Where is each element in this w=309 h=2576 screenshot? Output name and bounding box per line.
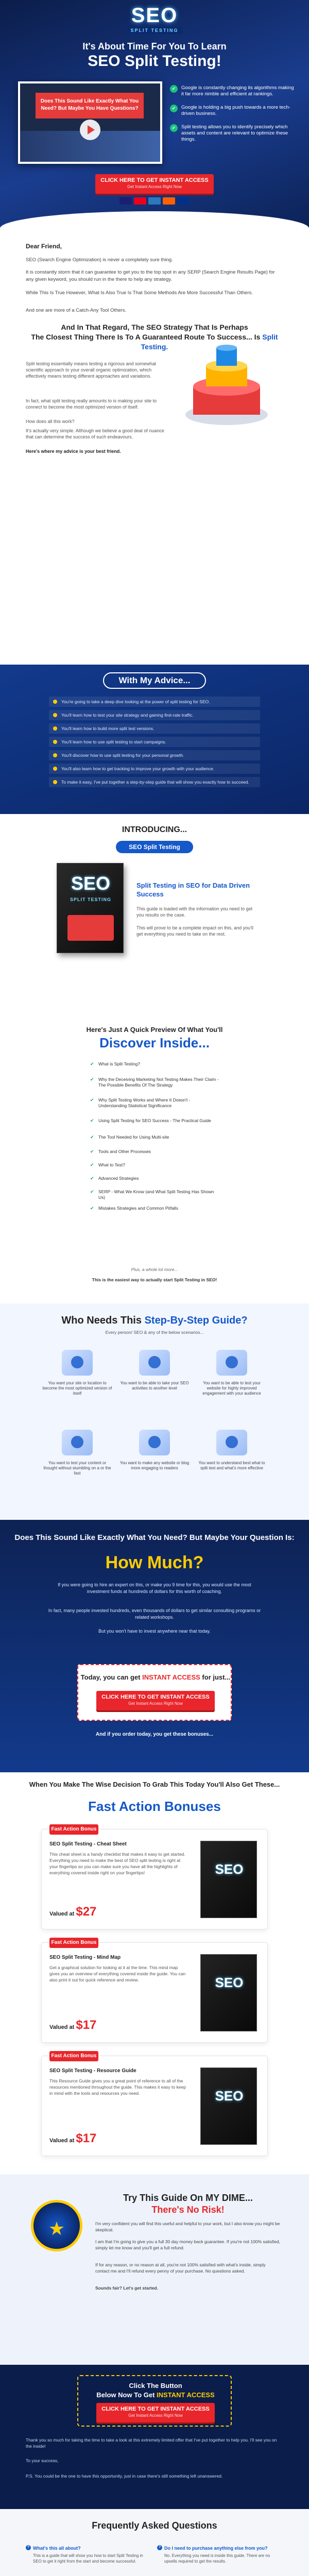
discover-item: ✔ What is Split Testing?: [90, 1061, 219, 1067]
closing-ps: P.S. You could be the one to have this opportunity, just in case there's still something left unanswered.: [26, 2473, 223, 2479]
persona-icon: [216, 1350, 247, 1376]
persona-icon: [62, 1430, 93, 1455]
discover-item: ✔ Advanced Strategies: [90, 1176, 219, 1181]
bonus-value-label: Valued at: [49, 2024, 75, 2030]
hero-bullet-list: [170, 85, 296, 150]
book-graphic: [67, 915, 114, 941]
bonus-description: This cheat sheet is a handy checklist that makes it easy to get started. Everything you need to make the best of SEO split testing is right at your fingertips so you can make sure you have all the highlights of everything covered inside right on your fingertips!: [49, 1852, 185, 1875]
bonus-card: [41, 1826, 268, 1929]
final-cta-section: [0, 2365, 309, 2509]
discover-item: ✔ Mistakes Strategies and Common Pitfalls: [90, 1206, 219, 1211]
who-heading-emphasis: Step-By-Step Guide?: [144, 1315, 248, 1326]
bonus-cover-image: [200, 1954, 257, 2031]
product-book-cover: [57, 863, 124, 953]
product-description: This guide is loaded with the information you need to get you results on the case.: [136, 906, 253, 918]
instant-access-button[interactable]: [95, 174, 214, 194]
discover-heading: Discover Inside...: [99, 1035, 210, 1050]
bonus-value-amount: $17: [76, 2018, 97, 2032]
offer-text: for just...: [202, 1673, 231, 1681]
paypal-icon: [177, 197, 190, 205]
bonus-cover-title: SEO: [215, 2088, 244, 2104]
guarantee-seal-icon: [31, 2200, 82, 2251]
bonus-description: This Resource Guide gives you a great point of reference to all of the resources mentioned throughout the guide. This makes it easy to keep in mind with the tools and resources you need.: [49, 2078, 186, 2096]
faq-answer: No. Everything you need is inside this guide. There are no upsells required to get the results.: [164, 2553, 270, 2564]
cta-sublabel: Get Instant Access Right Now: [128, 2413, 183, 2418]
instant-access-button[interactable]: [96, 1691, 215, 1710]
discover-more: Plus, a whole lot more...: [131, 1267, 178, 1272]
bonus-cover-image: [200, 2067, 257, 2145]
persona-description: You want to be able to take your SEO activities to another level: [120, 1381, 189, 1391]
faq-answer: This is a guide that will show you how to start Split Testing in SEO to get it right from the start and become successful.: [33, 2553, 143, 2564]
persona-description: You want to test your content or thought without stumbling on a or the fast: [43, 1461, 111, 1476]
letter-paragraph: Split testing essentially means testing a rigorous and somewhat scientific approach to your overall organic optimization, which effectively means testing different approaches and variations.: [26, 361, 157, 379]
faq-question: ? What's this all about?: [26, 2545, 152, 2551]
advice-item: You'll learn how to use split testing to start campaigns.: [49, 737, 260, 747]
offer-text: Today, you can get: [80, 1673, 141, 1681]
who-heading-part: Who Needs This: [61, 1315, 142, 1326]
advice-item: To make it easy, I've put together a step-by-step guide that will show you exactly how to succeed.: [49, 777, 260, 787]
bonus-card: [41, 1942, 268, 2043]
discover-item: ✔ Using Split Testing for SEO Success - The Practical Guide: [90, 1118, 219, 1124]
hero-bullet: ✔ Google is holding a big push towards a more tech-driven business.: [170, 105, 296, 117]
advice-item: You're going to take a deep dive looking at the power of split testing for SEO.: [49, 697, 260, 707]
discover-card-icon: [163, 197, 175, 205]
bonus-cover-title: SEO: [215, 1861, 244, 1877]
guarantee-section: [0, 2174, 309, 2365]
persona-icon: [62, 1350, 93, 1376]
letter-paragraph: And one are more of a Catch-Any Tool Others.: [26, 308, 127, 313]
bonus-cover-title: SEO: [215, 1975, 244, 1990]
persona-icon: [139, 1350, 170, 1376]
book-title: SEO: [71, 873, 111, 894]
letter-paragraph: It's actually very simple. Although we believe a good deal of nuance that can determine the success of such endeavours.: [26, 428, 164, 439]
bonus-value-amount: $27: [76, 1905, 97, 1919]
bonus-tag: Fast Action Bonus #1: [49, 1824, 98, 1835]
discover-item: ✔ SERP - What We Know (and What Split Testing Has Shown Us): [90, 1189, 219, 1200]
pricing-offer-box: [77, 1664, 232, 1721]
final-heading-part: Click The Button: [129, 2382, 182, 2389]
persona-icon: [139, 1430, 170, 1455]
advice-heading: With My Advice...: [103, 672, 206, 689]
persona-description: You want to make any website or blog more engaging to readers: [119, 1461, 190, 1470]
guarantee-paragraph: Sounds fair? Let's get started.: [95, 2285, 158, 2291]
product-headline: Split Testing in SEO for Data Driven Success: [136, 882, 250, 898]
hero-section: [0, 0, 309, 232]
final-heading-part: Below Now To Get: [96, 2391, 155, 2399]
advice-item: You'll discover how to use split testing for your personal growth.: [49, 750, 260, 760]
guarantee-heading-emphasis: There's No Risk!: [151, 2205, 225, 2215]
closing-signoff: To your success,: [26, 2458, 59, 2463]
final-cta-heading: [78, 2381, 233, 2400]
persona-description: You want to be able to test your website for highly improved engagement with your audience: [202, 1381, 261, 1396]
bonus-value: [49, 2015, 96, 2038]
pricing-paragraph: In fact, many people invested hundreds, even thousands of dollars to get similar consulting programs or related workshops.: [48, 1608, 261, 1620]
hero-pretitle: It's About Time For You To Learn: [82, 41, 227, 52]
pie-chart-illustration: [178, 337, 276, 430]
cta-sublabel: Get Instant Access Right Now: [127, 184, 182, 189]
bonus-value: [49, 1902, 96, 1924]
bonus-value: [49, 2128, 96, 2151]
play-icon[interactable]: [80, 120, 100, 140]
bonus-title: SEO Split Testing - Resource Guide: [49, 2068, 136, 2074]
cta-label: CLICK HERE TO GET INSTANT ACCESS: [101, 2406, 210, 2412]
letter-paragraph: While This Is True However, What Is Also True Is That Some Methods Are More Successful Than Others.: [26, 290, 253, 296]
persona-description: You want your site or location to become the most optimized version of itself: [42, 1381, 112, 1396]
faq-question: ? Do I need to purchase anything else from you?: [157, 2545, 283, 2551]
hero-bullet: ✔ Google is constantly changing its algorithms making it far more nimble and efficient at rankings.: [170, 85, 296, 97]
brand-logo: [121, 5, 188, 36]
letter-paragraph: How does all this work?: [26, 419, 75, 424]
video-player[interactable]: [18, 81, 162, 164]
advice-section: [0, 665, 309, 814]
discover-intro: Here's Just A Quick Preview Of What You'll: [86, 1026, 223, 1033]
guarantee-paragraph: I'm very confident you will find this useful and helpful to your work, but I also know you might be skeptical.: [95, 2221, 280, 2232]
bonus-description: Get a graphical solution for looking at it at the time. This mind map gives you an overview of everything covered inside the guide. You can also print it out for quick reference and review.: [49, 1965, 186, 1982]
headline-part: And In That Regard, The SEO Strategy That Is Perhaps: [61, 323, 248, 331]
introducing-kicker: INTRODUCING...: [122, 825, 187, 834]
discover-item: ✔ What to Test?: [90, 1162, 219, 1168]
bonus-value-label: Valued at: [49, 2138, 75, 2144]
payment-cards: [116, 197, 193, 205]
faq-heading: Frequently Asked Questions: [92, 2520, 217, 2531]
persona-icon: [216, 1430, 247, 1455]
who-needs-section: [0, 1303, 309, 1520]
bonuses-heading: Fast Action Bonuses: [88, 1799, 221, 1814]
final-heading-emphasis: INSTANT ACCESS: [157, 2391, 215, 2399]
hero-bullet: ✔ Split testing allows you to identify precisely which assets and content are relevant to optimize these things.: [170, 124, 296, 143]
bonus-value-amount: $17: [76, 2131, 97, 2145]
guarantee-heading-part: Try This Guide On MY DIME...: [123, 2193, 253, 2203]
bonus-tag: Fast Action Bonus #3: [49, 2051, 98, 2061]
logo-text: SEO: [131, 4, 178, 27]
persona-description: You want to understand best what to split test and what's more effective: [198, 1461, 265, 1470]
bonus-card: [41, 2053, 268, 2156]
video-caption: Does This Sound Like Exactly What You Need? But Maybe You Have Questions?: [36, 93, 144, 118]
bonus-tag: Fast Action Bonus #2: [49, 1938, 98, 1948]
bonus-value-label: Valued at: [49, 1911, 75, 1917]
bonus-teaser: And if you order today, you get these bonuses...: [95, 1732, 214, 1737]
bonuses-intro: When You Make The Wise Decision To Grab This Today You'll Also Get These...: [29, 1781, 280, 1788]
letter-paragraph: In fact, what split testing really amounts to is making your site to connect to become the most optimized version of itself.: [26, 398, 157, 410]
faq-item: [26, 2545, 152, 2564]
guarantee-paragraph: I am that I'm going to give you a full 30 day money back guarantee. If you're not 100% satisfied, simply let me know and you'll get a full refund.: [95, 2239, 281, 2250]
cta-label: CLICK HERE TO GET INSTANT ACCESS: [101, 1694, 210, 1700]
discover-closing: This is the easiest way to actually start Split Testing in SEO!: [92, 1277, 217, 1282]
book-subtitle: SPLIT TESTING: [70, 897, 111, 902]
advice-item: You'll also learn how to get tracking to improve your growth with your audience.: [49, 764, 260, 774]
cta-sublabel: Get Instant Access Right Now: [128, 1701, 183, 1706]
visa-card-icon: [119, 197, 132, 205]
pricing-section: [0, 1520, 309, 1772]
offer-line: [78, 1673, 233, 1682]
offer-emphasis: INSTANT ACCESS: [142, 1673, 200, 1681]
mastercard-icon: [134, 197, 146, 205]
discover-section: [0, 1025, 309, 1303]
guarantee-paragraph: If for any reason, or no reason at all, you're not 100% satisfied with what's inside, simply contact me and I'll refund every penny of your purchase. No questions asked.: [95, 2262, 266, 2274]
instant-access-button[interactable]: [96, 2403, 215, 2422]
bonus-title: SEO Split Testing - Mind Map: [49, 1955, 121, 1960]
faq-item: [157, 2545, 283, 2564]
cta-label: CLICK HERE TO GET INSTANT ACCESS: [100, 177, 209, 183]
pricing-question: Does This Sound Like Exactly What You Need? But Maybe Your Question Is:: [14, 1533, 295, 1542]
who-heading: [0, 1314, 309, 1327]
advice-item: You'll learn how to build more split test versions.: [49, 723, 260, 734]
discover-item: ✔ The Tool Needed for Using Multi-site: [90, 1134, 219, 1140]
product-name-badge: SEO Split Testing: [116, 841, 193, 853]
pricing-paragraph: But you won't have to invest anywhere near that today.: [98, 1629, 211, 1634]
letter-greeting: Dear Friend,: [26, 243, 62, 250]
guarantee-heading: [95, 2192, 281, 2216]
hero-title: SEO Split Testing!: [88, 53, 221, 70]
who-subheading: Every person/ SEO & any of the below scenarios...: [105, 1330, 204, 1335]
discover-item: ✔ Why Split Testing Works and Where It Doesn't - Understanding Statistical Significance: [90, 1097, 219, 1109]
headline-part: The Closest Thing There Is To A Guaranteed Route To Success... Is: [31, 333, 261, 341]
pricing-heading: How Much?: [105, 1553, 204, 1572]
discover-item: ✔ Why the Deceiving Marketing Not Testing Makes Their Claim - The Possible Benefits Of The Strategy: [90, 1077, 219, 1088]
letter-paragraph: Here's where my advice is your best friend.: [26, 449, 121, 454]
introducing-section: [0, 814, 309, 1025]
pricing-paragraph: If you were going to hire an expert on this, or make you 9 time for this, you would use the most investment funds at hundreds of dollars for this worth of coaching.: [58, 1582, 251, 1594]
letter-paragraph: It is constantly storm that it can guarantee to get you to the top spot in any SERP (Search Engine Results Page) for any given keyword, you should run in the there to help any strategy.: [26, 269, 275, 282]
final-cta-box: [77, 2375, 232, 2427]
bonus-cover-image: [200, 1841, 257, 1918]
sales-letter-section: [0, 232, 309, 665]
faq-section: [0, 2509, 309, 2576]
discover-item: ✔ Tools and Other Processes: [90, 1149, 219, 1155]
closing-paragraph: Thank you so much for taking the time to take a look at this extremely limited offer that I've put together to help you. I'll see you on the inside!: [26, 2437, 277, 2449]
bonus-title: SEO Split Testing - Cheat Sheet: [49, 1841, 127, 1847]
bonuses-section: [0, 1772, 309, 2174]
wave-divider: [0, 211, 309, 232]
product-description: This will prove to be a complete impact on this, and you'll get everything you need to take on the rest.: [136, 925, 253, 937]
amex-card-icon: [148, 197, 161, 205]
letter-paragraph: SEO (Search Engine Optimization) is never a completely sure thing.: [26, 257, 173, 263]
headline-emphasis: Split Testing.: [141, 333, 278, 351]
advice-item: You'll learn how to test your site strategy and gaining first-rate traffic.: [49, 710, 260, 720]
logo-subtext: SPLIT TESTING: [126, 27, 182, 34]
